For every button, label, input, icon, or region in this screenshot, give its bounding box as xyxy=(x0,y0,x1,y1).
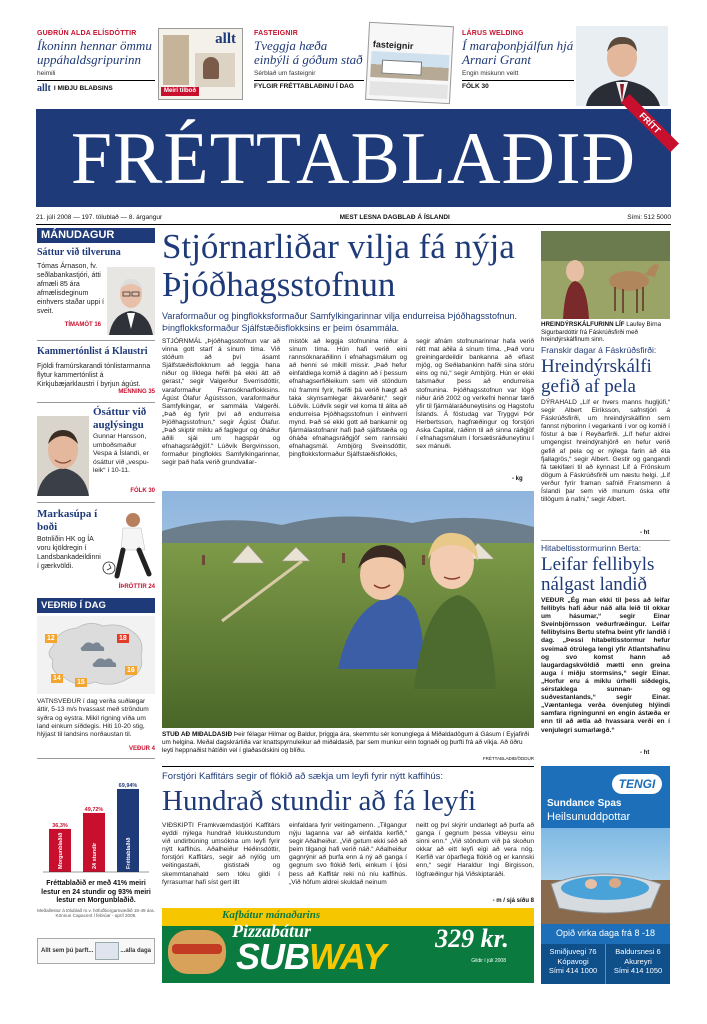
reindeer-photo xyxy=(541,231,670,319)
teaser-headline[interactable]: Í maraþonþjálfun hjá Arnari Grant xyxy=(462,38,574,67)
sidebar-item-ref[interactable]: TÍMAMÓT 16 xyxy=(64,322,101,328)
sidebar-item-title[interactable]: Markasúpa í boði xyxy=(37,508,98,533)
chart-source: Meðallestur á tölublað m.v. höfuðborgarsvæðið 18-49 ára. Könnun Capacent í febrúar - apríl 2008. xyxy=(37,908,155,919)
fritt-badge: FRÍTT xyxy=(621,94,679,152)
tengi-title: Sundance Spas xyxy=(547,798,622,809)
subway-price-label: 6 tommu bátur xyxy=(436,912,506,923)
story2-kicker: Hitabeltisstormurinn Berta: xyxy=(541,543,642,553)
story2-headline[interactable]: Leifar fellibyls nálgast landið xyxy=(541,554,655,595)
masthead-title: FRÉTTABLAÐIÐ xyxy=(70,118,637,200)
teaser-footer: FYLGIR FRÉTTABLAÐINU Í DAG xyxy=(254,83,354,90)
weather-map[interactable] xyxy=(37,616,155,694)
temp-badge: 18 xyxy=(119,635,127,642)
sidebar-item-title[interactable]: Kammertónlist á Klaustri xyxy=(37,346,148,357)
lead-photo xyxy=(162,491,534,728)
spa-photo xyxy=(541,828,670,924)
tengi-logo: TENGI xyxy=(612,774,662,794)
reindeer-caption-label: HREINDÝRSKÁLFURINN LÍF xyxy=(541,321,625,328)
teaser-author: LÁRUS WELDING xyxy=(462,30,524,37)
reindeer-caption xyxy=(541,321,670,344)
lead-col-3: segir afnám stofnunarinnar hafa verið rétt mat aðila á sínum tíma. „Það voru greiningardeildir bankanna að eflast mjög, og Seðlabankinn hafði sína stóru eins og nú,“ segir Arnbjörg. Hún er ekki talsmaður þess að endurreisa stofnunina. Þjóðhagsstofnun var lögð niður árið 2002 og verkefni hennar færð yfir til fjármálaráðuneytisins og Hagstofu Íslands. Á föstudag var Tryggvi Þór Herbertsson, hagfræðingur og forstjóri Aska Capital, ráðinn til að sinna ráðgjöf í efnahagsmálum í forsætisráðuneytinu í sex mánuði. xyxy=(416,338,534,451)
tengi-subtitle: Heilsunuddpottar xyxy=(547,811,631,823)
sidebar-item-vespa[interactable] xyxy=(37,406,155,498)
teaser-sub: Sérblað um fasteignir xyxy=(254,70,316,77)
allt-ad[interactable] xyxy=(37,938,155,964)
subway-top: Kafbátur mánaðarins xyxy=(222,909,321,921)
temp-badge: 12 xyxy=(47,635,55,642)
temp-badge: 15 xyxy=(77,679,85,686)
story2-signature: - ht xyxy=(640,750,650,756)
lead-col-1: STJÓRNMÁL „Þjóðhagsstofnun var að vinna gott starf á sínum tíma. Við stóðum að því ásamt Sjálfstæðisflokknum að leggja hana niður og líklega hefði þá ekki átt að gerast,“ segir Valgerður Sverrisdóttir, varaformaður Framsóknarflokksins. Ágúst Ólafur Ágústsson, varaformaður Samfylkingar, er sammála Valgerði. „Það ég fyrir því að endurreisa Þjóðhagsstofnun,“ segir Ágúst Ólafur. „Það skiptir miklu að faglegur og óháður aðili sjái um hagspár og efnahagsráðgjöf.“ Lúðvík Bergvinsson, formaður þingflokks Samfylkingarinnar, segir það hafa verið grundvallar- xyxy=(162,338,280,467)
story1-headline[interactable]: Hreindýrskálfi gefið af pela xyxy=(541,356,652,397)
teaser-1[interactable] xyxy=(37,30,155,94)
second-signature: - m / sjá síðu 8 xyxy=(492,898,534,904)
sidebar-item-text: Fjöldi framúrskarandi tónlistarmanna flytur kammertónlist á Kirkjubæjarklaustri í byrjun ágúst. xyxy=(37,362,151,388)
sidebar-item-title[interactable]: Ósáttur við auglýsingu xyxy=(93,406,147,431)
chart-value-label: 69,94% xyxy=(118,782,138,789)
story2-text: VEÐUR „Ég man ekki til þess að leifar fellibyls hafi áður náð alla leið til okkar um hásumar,“ segir Einar Sveinbjörnsson veðurfræðingur. Leifar fellibylsins Bertu stefna beint yfir landið í dag. „Þessi hitabeltisstormur hefur sveimað ótrúlega lengi yfir Atlantshafinu og svo komst hann að laugardagskvöldið mætti enn greina auga í miðju stormsins,“ segir Einar. „Horfur eru á miklu úrhelli síðdegis, sérstaklega sunnan- og suðvestanlands,“ segir Einar. „Væntanlega verða óvenjuleg hlýindi samfara rigningunni en engin ástæða er enn til að ætla að hvassara verði en í venjulegri sumarlægð.“ xyxy=(541,597,670,734)
sidebar-item-ref[interactable]: MENNING 35 xyxy=(118,388,155,395)
weather-banner: VEÐRIÐ Í DAG xyxy=(37,598,155,613)
teaser-2[interactable] xyxy=(254,30,364,90)
teaser-sub: Engin miskunn veitt xyxy=(462,70,519,77)
lárus-photo xyxy=(576,26,668,106)
teaser-footer: I MIÐJU BLAÐSINS xyxy=(53,85,113,92)
sidebar-item-title[interactable]: Sáttur við tilveruna xyxy=(37,247,121,258)
subway-price: 329 kr. xyxy=(435,924,509,953)
sidebar-item-text: Botnliðin HK og ÍA voru kjöldregin í Landsbankadeildinni í gærkvöldi. xyxy=(37,536,101,570)
allt-ad-thumb xyxy=(95,942,119,960)
photo-credit: FRÉTTABLAÐIÐ/ÖDDUR xyxy=(482,756,534,761)
allt-ad-right: ...alla daga xyxy=(120,948,151,954)
tomas-photo xyxy=(107,267,155,335)
teaser-author: FASTEIGNIR xyxy=(254,30,299,37)
second-col-3: neitt og því skýrir undarlegt að þurfa að ganga í gegnum þessa vitleysu einu sinni enn.“ „Við stöndum við þá skoðun okkar að eitt leyfi eigi að vera nóg. Kerfið var óþarflega flókið og er kannski enn,“ segir Haraldur Ingi Birgisson, lögfræðingur hjá Viðskiptaráði. xyxy=(416,822,534,878)
lead-headline[interactable]: Stjórnarliðar vilja fá nýja Þjóðhagsstofnun xyxy=(162,227,515,304)
lead-signature: - kg xyxy=(512,476,523,482)
weather-ref[interactable]: VEÐUR 4 xyxy=(128,746,155,752)
gunnar-photo xyxy=(37,416,89,496)
readership-chart-svg xyxy=(37,762,155,877)
tengi-address-right: Baldursnesi 6 Akureyri Sími 414 1050 xyxy=(613,947,663,975)
subway-logo: SUBWAY xyxy=(236,936,386,977)
subway-fine: Gildir í júlí 2008 xyxy=(471,958,506,964)
chart-category-label: Morgunblaðið xyxy=(58,832,64,869)
second-col-2: einfaldara fyrir veitingamenn. „Tilgangur nýju laganna var að einfalda kerfið,“ segir Aðalheiður. „Við getum ekki séð að þeim tilgangi hafi verið náð.“ Aðalheiður gagnrýnir að þurfa enn á ný að ganga í gegnum svo flókið ferli, einkum í ljósi þess að Kaffitár reki nú níu kaffihús. „Við höfum aldrei skuldað neinum xyxy=(289,822,407,886)
allt-ad-left: Allt sem þú þarft... xyxy=(41,948,94,954)
fasteignir-thumb-label: fasteignir xyxy=(372,39,414,52)
dateline-date: 21. júlí 2008 — 197. tölublað — 8. árgangur xyxy=(36,214,163,221)
lead-col-2: mistök að leggja stofnunina niður á sínum tíma. Hún hafi verið eini rannsóknaraðilinn í efnahagsmálum og að henni sé mikill missir. „Það hefur einfaldlega komið á daginn að í þessum efnahagserfiðleikum sem við stöndum nú frammi fyrir, hefði þá verið hægt að taka skynsamlegar ákvarðanir,“ segir Lúðvík. Lúðvík segir vel koma til álita að endurreisa Þjóðhagsstofnun í einhverri mynd. Það sé ekki gott að bankarnir og fjármálastofnanir hafi það sjálfstæða og óháða efnahagsráðgjöf sem rannsaki efnahagsmál. Arnbjörg Sveinsdóttir, þingflokksformaður Sjálfstæðisflokks, xyxy=(289,338,407,459)
story1-text: DÝRAHALD „Líf er hvers manns hugljúfi,“ segir Albert Eiríksson, safnstjóri á Fáskrúðsfirði, um hreindýrskálfinn sem fannst nýborinn í vegarkanti í vor og komið í fóstur á bæ í Reyðarfirði. „Líf hefur aldrei umgengist hreindýrahjörð en hefur verið gefið af pela og er nýlega farin að éta fjallagrös,“ segir Albert. Gestir og gangandi fá tækifæri til að kynnast Líf á Frönskum dögum á Fáskrúðsfirði um næstu helgi. „Líf verður fyrir framan safnið Fransmenn á Íslandi þar sem við munum óska eftir tillögum á nafni,“ segir Albert. xyxy=(541,399,670,504)
teaser-headline[interactable]: Tveggja hæða einbýli á góðum stað xyxy=(254,38,363,67)
story1-signature: - ht xyxy=(640,530,650,536)
chart-category-label: Fréttablaðið xyxy=(126,837,132,869)
dateline xyxy=(36,214,671,221)
teaser-sub: heimili xyxy=(37,70,56,77)
lead-deck: Varaformaður og þingflokksformaður Samfylkingarinnar vilja endurreisa Þjóðhagsstofnun. Þingflokksformaður Sjálfstæðisflokksins er þeim ósammála. xyxy=(162,311,518,333)
dateline-phone: Sími: 512 5000 xyxy=(627,214,671,221)
sidebar-item-text: Tómas Árnason, fv. seðlabankastjóri, átti afmæli 85 ára afmælisdeginum einhvers staðar uppi í sveit. xyxy=(37,262,104,315)
sandwich-image xyxy=(168,930,226,974)
photo-caption xyxy=(162,731,534,755)
temp-badge: 16 xyxy=(127,667,135,674)
sidebar-item-ref[interactable]: ÍÞRÓTTIR 24 xyxy=(118,584,155,590)
second-headline[interactable]: Hundrað stundir að fá leyfi xyxy=(162,785,477,817)
fasteignir-thumbnail[interactable] xyxy=(365,22,454,104)
weather-text: VATNSVEÐUR í dag verða suðlægar áttir, 5-13 m/s hvassast með ströndum syðra og eystra. Mikil rigning víða um land einkum síðdegis. Hiti 10-20 stig, hlýjast til landsins norðaustan til. xyxy=(37,698,149,739)
photo-caption-text: Þeir félagar Hilmar og Baldur, þriggja ára, skemmtu sér konunglega á Miðaldadögum á Gásum í Eyjafirði um helgina. Meðal dagskrárliða var knattspyrnuleikur að miðaldasið, þar sem munkur einn tognaði og þurfti frá að víkja. Að öðru leyti heppnaðist hátíðin vel í glaðasólskini og blíðu. xyxy=(162,731,530,754)
allt-logo: allt xyxy=(37,83,51,94)
teaser-3[interactable] xyxy=(462,30,574,90)
chart-value-label: 49,72% xyxy=(84,806,104,813)
allt-thumbnail[interactable] xyxy=(158,28,243,100)
chart-value-label: 36,3% xyxy=(52,822,68,829)
temp-badge: 14 xyxy=(53,675,61,682)
tengi-address-left: Smiðjuvegi 76 Kópavogi Sími 414 1000 xyxy=(541,944,606,984)
dateline-tagline: MEST LESNA DAGBLAÐ Á ÍSLANDI xyxy=(339,214,450,221)
football-photo xyxy=(99,510,155,582)
day-banner: MÁNUDAGUR xyxy=(37,228,155,243)
second-col-1: VIÐSKIPTI Framkvæmdastjóri Kaffitárs eyddi nýlega hundrað klukkustundum við undirbúning umsókna um leyfi fyrir nýtt kaffihús. Aðalheiður Héðinsdóttir, forstjóri Kaffitárs, segir að nýlög um veitingastaði, gististaði og skemmtanahald sem tóku gildi í fyrrasumar hafi síst gert illt xyxy=(162,822,280,886)
chart-category-label: 24 stundir xyxy=(92,842,98,869)
teaser-author: GUÐRÚN ALDA ELÍSDÓTTIR xyxy=(37,30,137,37)
chart-caption: Fréttablaðið er með 41% meiri lestur en 24 stundir og 93% meiri lestur en Morgunblaðið. xyxy=(41,880,151,905)
teaser-footer: FÓLK 30 xyxy=(462,83,489,90)
reindeer-caption-text: Laufey Birna Sigurbardóttir frá Fáskrúðsfirði með hreindýrskálfinum sinn. xyxy=(541,321,662,344)
sidebar-item-kammer[interactable] xyxy=(37,346,155,395)
allt-thumb-badge: Meiri tilboð xyxy=(161,87,199,96)
sidebar-item-markasupa[interactable] xyxy=(37,508,155,594)
allt-thumb-logo: allt xyxy=(215,31,236,47)
masthead[interactable] xyxy=(36,109,671,207)
readership-chart xyxy=(37,762,155,877)
sidebar-item-tomas[interactable] xyxy=(37,247,155,337)
tengi-hours: Opið virka daga frá 8 -18 xyxy=(555,928,656,938)
tengi-ad[interactable] xyxy=(541,766,670,984)
photo-caption-label: STUÐ AÐ MIÐALDASIÐ xyxy=(162,731,233,738)
story1-kicker: Franskir dagar á Fáskrúðsfirði: xyxy=(541,345,657,355)
sidebar-item-ref[interactable]: FÓLK 30 xyxy=(130,488,155,494)
second-kicker: Forstjóri Kaffitárs segir of flókið að sækja um leyfi fyrir nýtt kaffihús: xyxy=(162,771,444,782)
teaser-headline[interactable]: Íkoninn hennar ömmu uppáhaldsgripurinn xyxy=(37,38,152,67)
subway-ad[interactable] xyxy=(162,908,534,983)
subway-mid: Pizzabátur xyxy=(232,921,312,941)
sidebar-item-text: Gunnar Hansson, umboðsmaður Vespa á Íslandi, er ósáttur við „vespu-leik“ í 10-11. xyxy=(93,433,149,474)
